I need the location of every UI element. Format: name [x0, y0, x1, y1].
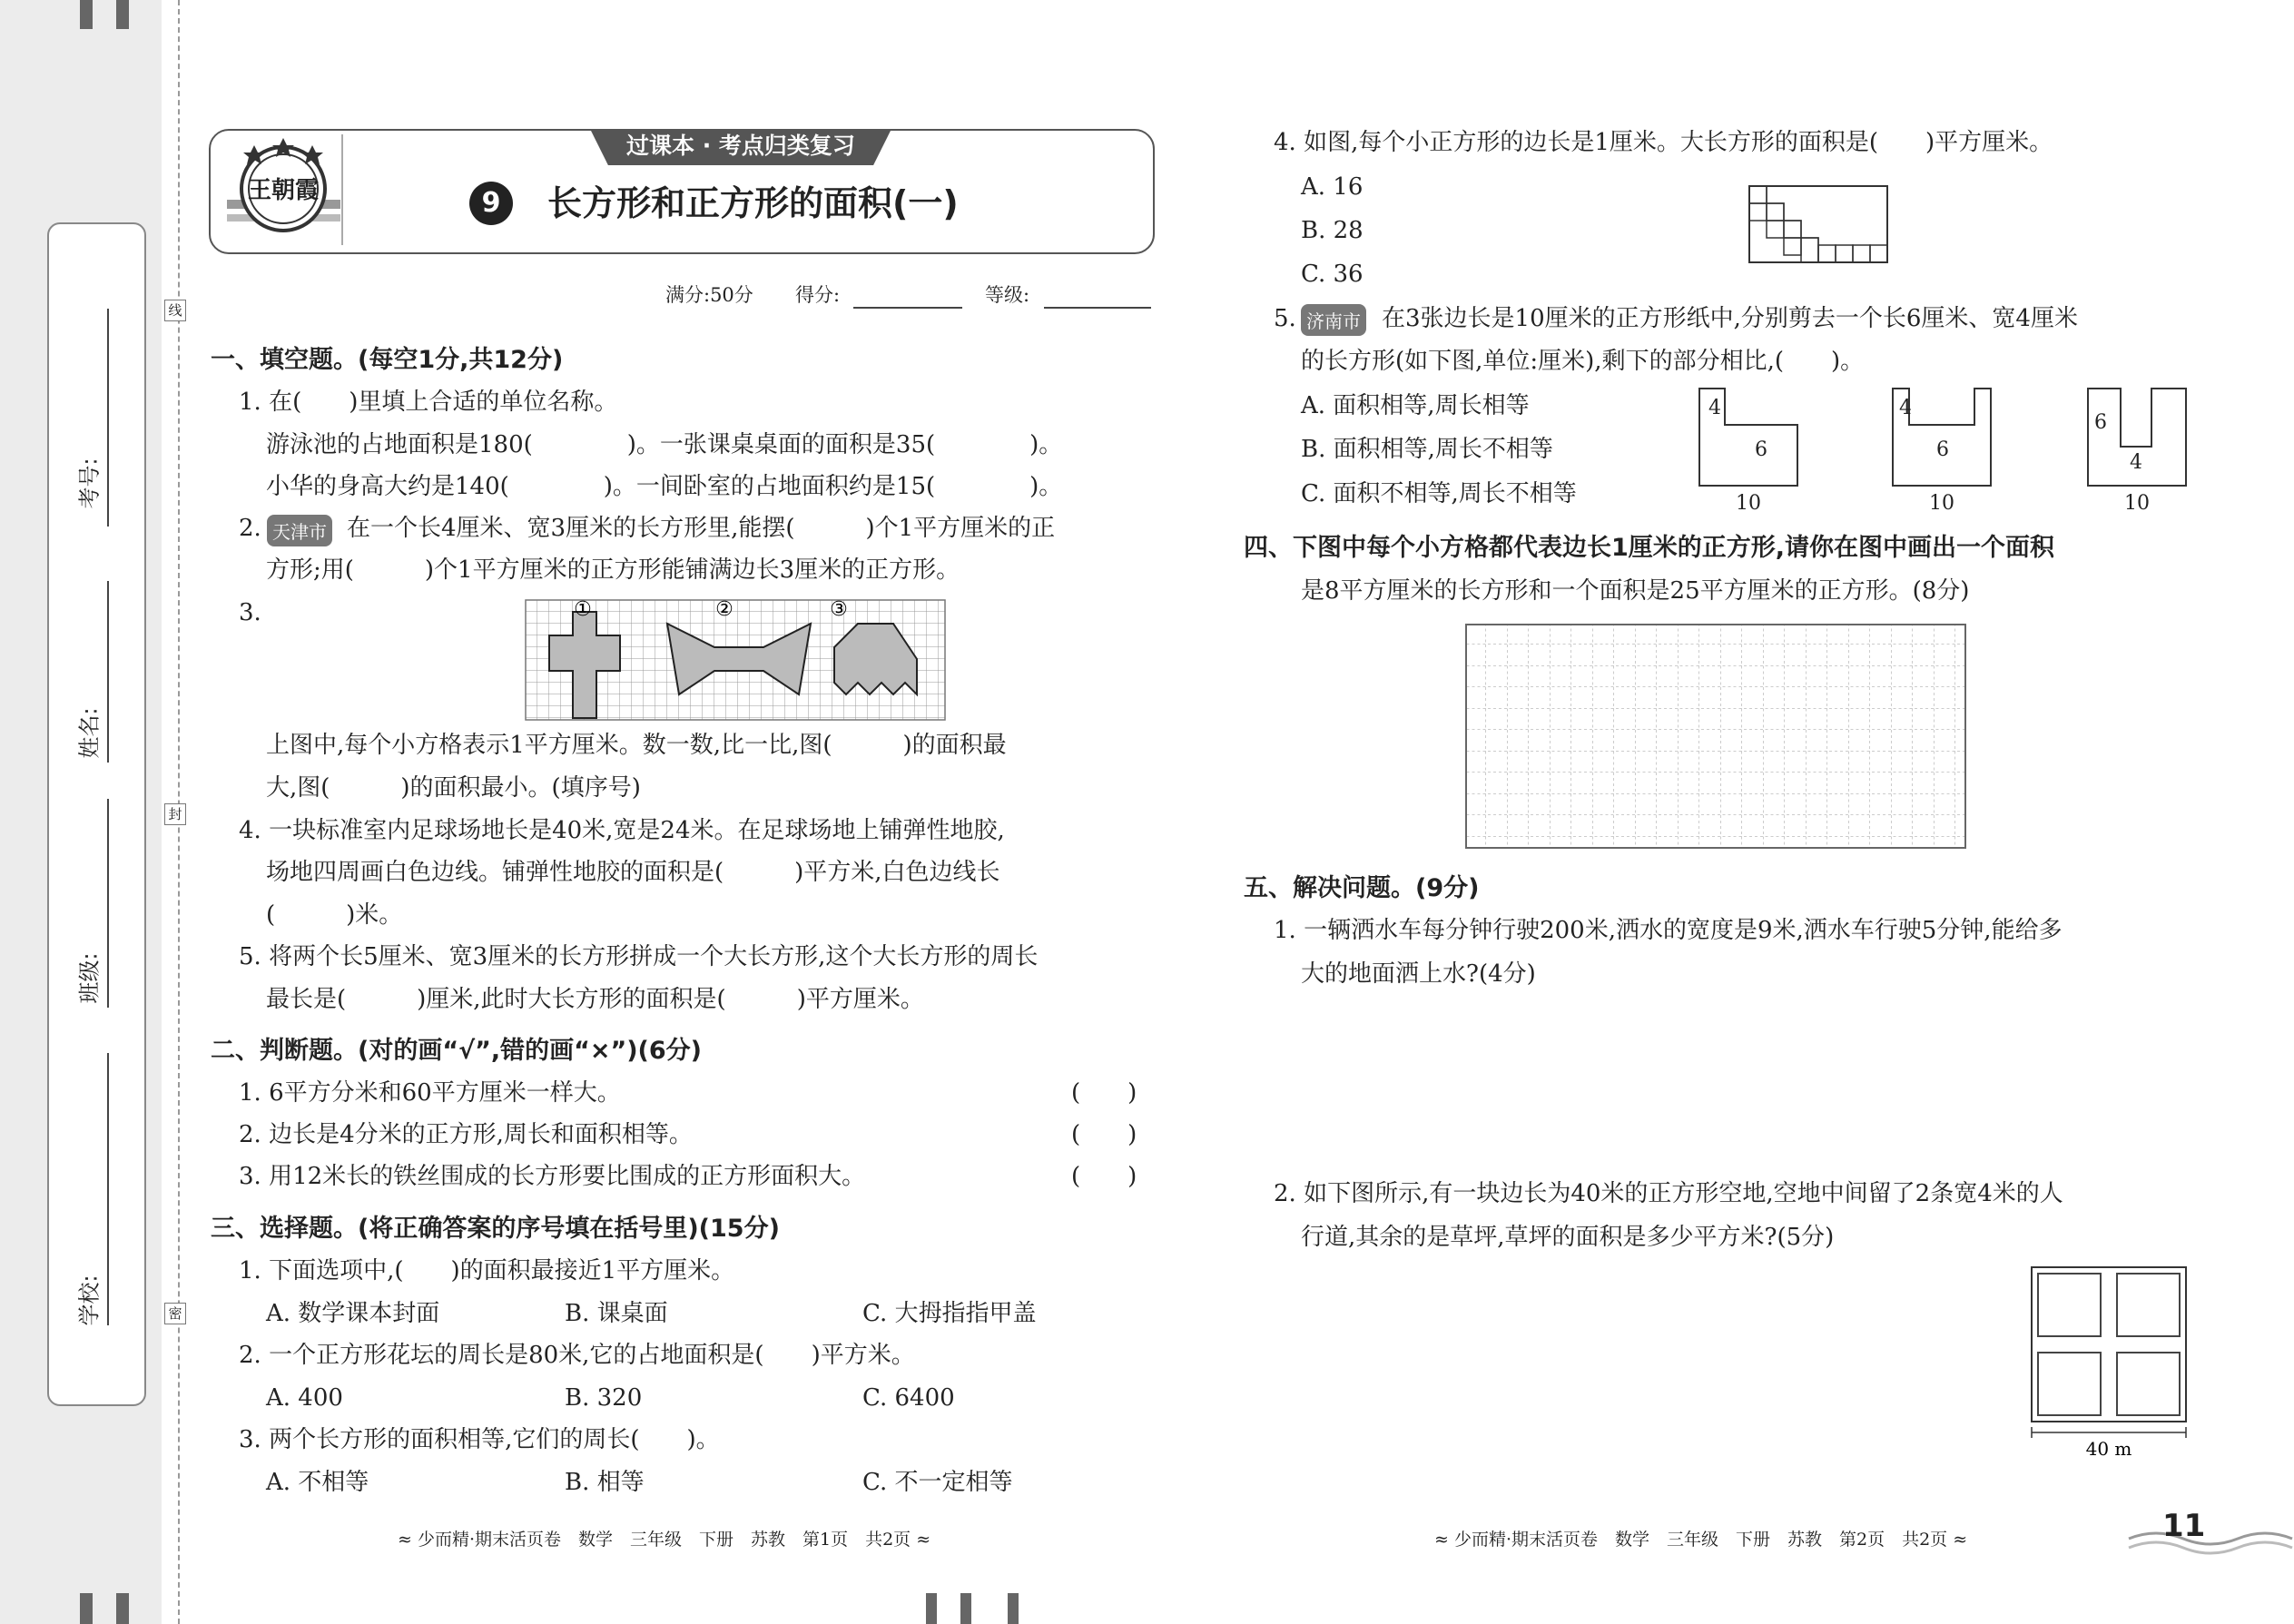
section2-heading: 二、判断题。(对的画“√”,错的画“×”)(6分) — [211, 1037, 703, 1065]
problem1-line1: 1. 一辆洒水车每分钟行驶200米,洒水的宽度是9米,洒水车行驶5分钟,能给多 — [1274, 917, 2063, 944]
choice-q3-option-a: A. 不相等 — [266, 1469, 369, 1496]
fig-c-label-base: 10 — [2124, 492, 2150, 515]
crop-mark — [116, 0, 129, 29]
school-label: 学校: — [76, 1275, 103, 1326]
logo-icon — [218, 136, 350, 245]
section3-heading: 三、选择题。(将正确答案的序号填在括号里)(15分) — [211, 1215, 780, 1243]
fig-a-label-top: 4 — [1708, 397, 1721, 419]
choice-q1-stem: 1. 下面选项中,( )的面积最接近1平方厘米。 — [239, 1257, 735, 1284]
choice-q5-number: 5. — [1274, 305, 1296, 332]
exam-no-label: 考号: — [76, 458, 103, 509]
choice-q2-option-a: A. 400 — [266, 1384, 343, 1412]
judge-bracket-2[interactable]: ( ) — [1071, 1121, 1137, 1148]
choice-q5-line2: 的长方形(如下图,单位:厘米),剩下的部分相比,( )。 — [1301, 348, 1865, 375]
problem2-line2: 行道,其余的是草坪,草坪的面积是多少平方米?(5分) — [1301, 1224, 1835, 1251]
page-wave-decoration — [2120, 1502, 2294, 1557]
figure-label-2: ② — [715, 599, 733, 621]
choice-q4-option-c: C. 36 — [1301, 261, 1364, 288]
crop-mark — [80, 1593, 93, 1624]
fig-b-label-base: 10 — [1929, 492, 1954, 515]
q1-4-line2: 场地四周画白色边线。铺弹性地胶的面积是( )平方米,白色边线长 — [266, 859, 1000, 886]
student-info-box — [47, 222, 146, 1406]
lesson-number: 9 — [469, 182, 513, 225]
exam-no-field[interactable] — [107, 309, 109, 527]
fig-c-label-left: 6 — [2094, 411, 2107, 434]
choice-q5-option-a: A. 面积相等,周长相等 — [1301, 392, 1530, 419]
choice-q4-stem: 4. 如图,每个小正方形的边长是1厘米。大长方形的面积是( )平方厘米。 — [1274, 129, 2053, 156]
footer-left: ≈ 少而精·期末活页卷 数学 三年级 下册 苏教 第1页 共2页 ≈ — [398, 1530, 931, 1550]
choice-q2-stem: 2. 一个正方形花坛的周长是80米,它的占地面积是( )平方米。 — [239, 1342, 915, 1369]
choice-q1-option-b: B. 课桌面 — [565, 1300, 668, 1327]
choice-q3-option-b: B. 相等 — [565, 1469, 645, 1496]
section5-heading: 五、解决问题。(9分) — [1244, 874, 1480, 902]
grade-label: 等级: — [985, 284, 1030, 306]
choice-q3-option-c: C. 不一定相等 — [862, 1469, 1013, 1496]
judge-item-1: 1. 6平方分米和60平方厘米一样大。 — [239, 1079, 621, 1107]
logo-text: 王朝霞 — [247, 177, 320, 204]
choice-q5-line1: 在3张边长是10厘米的正方形纸中,分别剪去一个长6厘米、宽4厘米 — [1382, 305, 2078, 332]
choice-q4-option-a: A. 16 — [1301, 173, 1364, 201]
title-divider — [341, 134, 343, 245]
seal-char: 密 — [164, 1303, 186, 1324]
section1-heading: 一、填空题。(每空1分,共12分) — [211, 346, 564, 374]
seal-char: 封 — [164, 803, 186, 825]
class-label: 班级: — [76, 952, 103, 1004]
choice-q2-option-b: B. 320 — [565, 1384, 643, 1412]
q1-1-stem: 1. 在( )里填上合适的单位名称。 — [239, 389, 618, 416]
choice-q5-option-b: B. 面积相等,周长不相等 — [1301, 436, 1553, 463]
problem1-line2: 大的地面洒上水?(4分) — [1301, 960, 1536, 988]
q1-2-line2: 方形;用( )个1平方厘米的正方形能铺满边长3厘米的正方形。 — [266, 556, 960, 584]
figure-label-1: ① — [574, 599, 592, 621]
score-field[interactable] — [853, 307, 962, 309]
judge-bracket-1[interactable]: ( ) — [1071, 1079, 1137, 1107]
banner-text: 过课本 · 考点归类复习 — [626, 133, 855, 159]
choice-q4-option-b: B. 28 — [1301, 217, 1364, 244]
score-label: 得分: — [795, 284, 841, 306]
lawn-square-figure — [2024, 1264, 2190, 1462]
choice-q2-option-c: C. 6400 — [862, 1384, 955, 1412]
fig-a-label-base: 10 — [1736, 492, 1761, 515]
figure-label-3: ③ — [830, 599, 848, 621]
section4-heading-line2: 是8平方厘米的长方形和一个面积是25平方厘米的正方形。(8分) — [1301, 577, 1970, 605]
q1-1-line2: 游泳池的占地面积是180( )。一张课桌桌面的面积是35( )。 — [266, 431, 1063, 458]
q1-3-number: 3. — [239, 599, 261, 626]
full-score: 满分:50分 — [665, 284, 753, 306]
region-badge: 济南市 — [1301, 304, 1366, 336]
page-title: 长方形和正方形的面积(一) — [547, 183, 959, 223]
drawing-grid[interactable] — [1464, 623, 1967, 850]
judge-item-2: 2. 边长是4分米的正方形,周长和面积相等。 — [239, 1121, 693, 1148]
judge-bracket-3[interactable]: ( ) — [1071, 1163, 1137, 1190]
q1-3-line1: 上图中,每个小方格表示1平方厘米。数一数,比一比,图( )的面积最 — [266, 732, 1007, 759]
class-field[interactable] — [107, 799, 109, 1008]
fig-a-label-mid: 6 — [1755, 438, 1767, 461]
seal-char: 线 — [164, 300, 186, 321]
judge-item-3: 3. 用12米长的铁丝围成的长方形要比围成的正方形面积大。 — [239, 1163, 866, 1190]
q1-5-line2: 最长是( )厘米,此时大长方形的面积是( )平方厘米。 — [266, 986, 924, 1013]
crop-mark — [80, 0, 93, 29]
fig-c-label-bottom: 4 — [2130, 451, 2142, 474]
section4-heading-line1: 四、下图中每个小方格都代表边长1厘米的正方形,请你在图中画出一个面积 — [1244, 534, 2055, 562]
q1-2-line1: 在一个长4厘米、宽3厘米的长方形里,能摆( )个1平方厘米的正 — [347, 515, 1056, 542]
q1-3-line2: 大,图( )的面积最小。(填序号) — [266, 774, 641, 802]
page-number: 11 — [2162, 1508, 2206, 1544]
q1-3-grid-figure — [525, 599, 946, 721]
footer-right: ≈ 少而精·期末活页卷 数学 三年级 下册 苏教 第2页 共2页 ≈ — [1434, 1530, 1968, 1550]
q4-staircase-figure — [1748, 184, 1889, 264]
school-field[interactable] — [107, 1053, 109, 1325]
choice-q1-option-c: C. 大拇指指甲盖 — [862, 1300, 1037, 1327]
dimension-label: 40 m — [2085, 1438, 2132, 1460]
q1-2-number: 2. — [239, 515, 261, 542]
region-badge: 天津市 — [267, 515, 332, 546]
choice-q1-option-a: A. 数学课本封面 — [266, 1300, 440, 1327]
crop-mark — [116, 1593, 129, 1624]
q1-5-line1: 5. 将两个长5厘米、宽3厘米的长方形拼成一个大长方形,这个大长方形的周长 — [239, 943, 1039, 970]
choice-q5-option-c: C. 面积不相等,周长不相等 — [1301, 480, 1577, 507]
name-field[interactable] — [107, 581, 109, 763]
q1-4-line1: 4. 一块标准室内足球场地长是40米,宽是24米。在足球场地上铺弹性地胶, — [239, 817, 1005, 844]
q1-4-line3: ( )米。 — [266, 901, 403, 929]
fig-b-label-mid: 6 — [1936, 438, 1949, 461]
problem2-line1: 2. 如下图所示,有一块边长为40米的正方形空地,空地中间留了2条宽4米的人 — [1274, 1180, 2063, 1207]
grade-field[interactable] — [1044, 307, 1151, 309]
crop-mark — [960, 1593, 971, 1624]
crop-mark — [1008, 1593, 1019, 1624]
q5-cut-squares-figure — [1689, 381, 2197, 517]
q1-1-line3: 小华的身高大约是140( )。一间卧室的占地面积约是15( )。 — [266, 473, 1063, 500]
fig-b-label-top: 4 — [1899, 397, 1912, 419]
name-label: 姓名: — [76, 707, 103, 759]
choice-q3-stem: 3. 两个长方形的面积相等,它们的周长( )。 — [239, 1426, 720, 1453]
crop-mark — [926, 1593, 937, 1624]
